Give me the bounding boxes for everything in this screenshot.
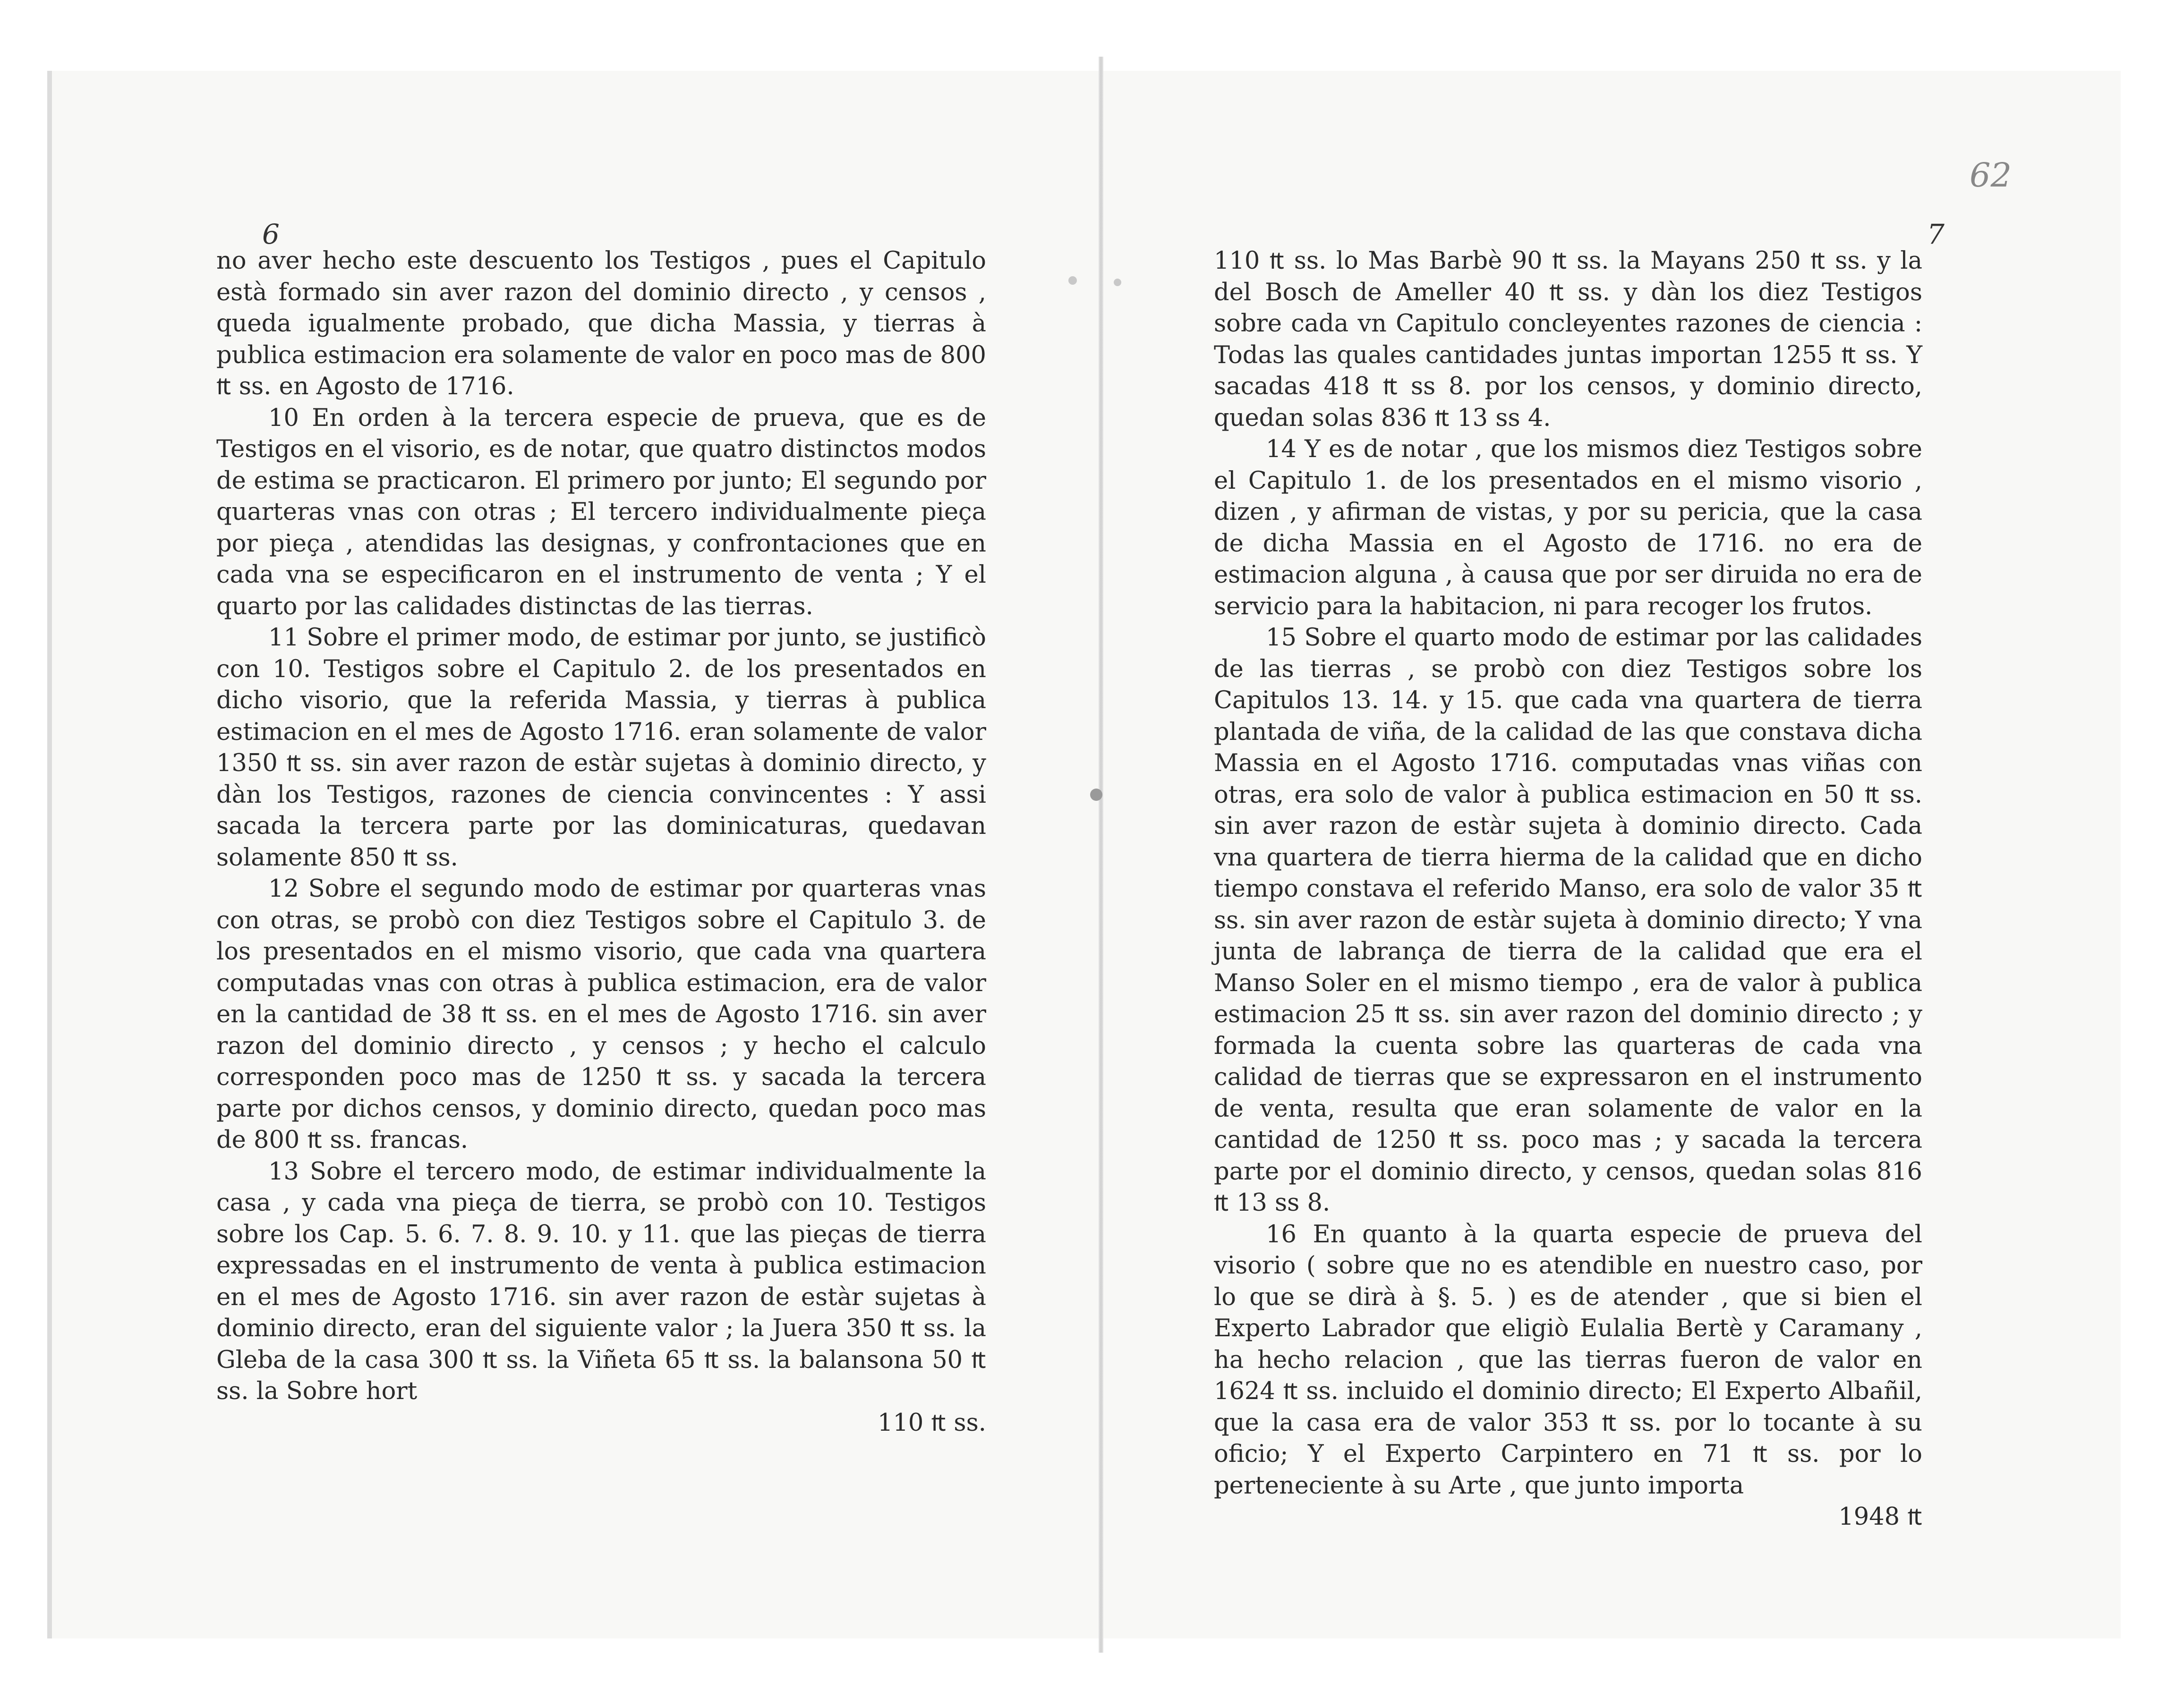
page-number-right: 7	[1927, 218, 1945, 250]
page-number-left: 6	[262, 218, 280, 250]
book-gutter	[1099, 57, 1103, 1653]
paragraph: 12 Sobre el segundo modo de estimar por quarteras vnas con otras, se probò con diez Testigos sobre el Capitulo 3. de los presentados en el mismo visorio, que cada vna quartera computadas vnas con otras à publica estimacion, era de valor en la cantidad de 38 ₶ ss. en el mes de Agosto 1716. sin aver razon del dominio directo , y censos ; y hecho el calculo corresponden poco mas de 1250 ₶ ss. y sacada la tercera parte por dichos censos, y dominio directo, quedan poco mas de 800 ₶ ss. francas.	[216, 875, 986, 1154]
paragraph: 10 En orden à la tercera especie de prueva, que es de Testigos en el visorio, es de notar, que quatro distinctos modos de estima se practicaron. El primero por junto; El segundo por quarteras vnas con otras ; El tercero individualmente pieça por pieça , atendidas las designas, y confrontaciones que en cada vna se especificaron en el instrumento de venta ; Y el quarto por las calidades distinctas de las tierras.	[216, 404, 986, 620]
catchword: 110 ₶ ss.	[878, 1409, 986, 1437]
catchword: 1948 ₶	[1838, 1503, 1922, 1531]
paragraph: 13 Sobre el tercero modo, de estimar individualmente la casa , y cada vna pieça de tierra, se probò con 10. Testigos sobre los Cap. 5. 6. 7. 8. 9. 10. y 11. que las pieças de tierra expressadas en el instrumento de venta à publica estimacion en el mes de Agosto 1716. sin aver razon de estàr sujetas à dominio directo, eran del siguiente valor ; la Juera 350 ₶ ss. la Gleba de la casa 300 ₶ ss. la Viñeta 65 ₶ ss. la balansona 50 ₶ ss. la Sobre hort	[216, 1157, 986, 1405]
paragraph: no aver hecho este descuento los Testigos , pues el Capitulo està formado sin aver razon del dominio directo , y censos , queda igualmente probado, que dicha Massia, y tierras à publica estimacion era solamente de valor en poco mas de 800 ₶ ss. en Agosto de 1716.	[216, 247, 986, 400]
paragraph: 15 Sobre el quarto modo de estimar por las calidades de las tierras , se probò con diez Testigos sobre los Capitulos 13. 14. y 15. que cada vna quartera de tierra plantada de viña, de la calidad de las que constava dicha Massia en el Agosto 1716. computadas vnas viñas con otras, era solo de valor à publica estimacion en 50 ₶ ss. sin aver razon de estàr sujeta à dominio directo. Cada vna quartera de tierra hierma de la calidad que en dicho tiempo constava el referido Manso, era solo de valor 35 ₶ ss. sin aver razon de estàr sujeta à dominio directo; Y vna junta de labrança de tierra de la calidad que era el Manso Soler en el mismo tiempo , era de valor à publica estimacion 25 ₶ ss. sin aver razon del dominio directo ; y formada la cuenta sobre las quarteras de cada vna calidad de tierras que se expressaron en el instrumento de venta, resulta que eran solamente de valor en la cantidad de 1250 ₶ ss. poco mas ; y sacada la tercera parte por el dominio directo, y censos, quedan solas 816 ₶ 13 ss 8.	[1214, 624, 1922, 1217]
paragraph: 14 Y es de notar , que los mismos diez Testigos sobre el Capitulo 1. de los presentados en el mismo visorio , dizen , y afirman de vistas, y por su pericia, que la casa de dicha Massia en el Agosto de 1716. no era de estimacion alguna , à causa que por ser diruida no era de servicio para la habitacion, ni para recoger los frutos.	[1214, 435, 1922, 620]
binding-hole-mark	[1068, 276, 1077, 285]
binding-hole-mark	[1090, 789, 1102, 801]
paragraph: 110 ₶ ss. lo Mas Barbè 90 ₶ ss. la Mayans 250 ₶ ss. y la del Bosch de Ameller 40 ₶ ss. y dàn los diez Testigos sobre cada vn Capitulo concleyentes razones de ciencia : Todas las quales cantidades juntas importan 1255 ₶ ss. Y sacadas 418 ₶ ss 8. por los censos, y dominio directo, quedan solas 836 ₶ 13 ss 4.	[1214, 247, 1922, 432]
handwritten-folio-number: 62	[1970, 156, 2012, 195]
paragraph: 16 En quanto à la quarta especie de prueva del visorio ( sobre que no es atendible en nuestro caso, por lo que se dirà à §. 5. ) es de atender , que si bien el Experto Labrador que eligiò Eulalia Bertè y Caramany , ha hecho relacion , que las tierras fueron de valor en 1624 ₶ ss. incluido el dominio directo; El Experto Albañil, que la casa era de valor 353 ₶ ss. por lo tocante à su oficio; Y el Experto Carpintero en 71 ₶ ss. por lo perteneciente à su Arte , que junto importa	[1214, 1220, 1922, 1500]
binding-hole-mark	[1114, 279, 1121, 286]
right-text-column	[1214, 246, 1922, 1533]
paragraph: 11 Sobre el primer modo, de estimar por junto, se justificò con 10. Testigos sobre el Capitulo 2. de los presentados en dicho visorio, que la referida Massia, y tierras à publica estimacion en el mes de Agosto 1716. eran solamente de valor 1350 ₶ ss. sin aver razon de estàr sujetas à dominio directo, y dàn los Testigos, razones de ciencia convincentes : Y assi sacada la tercera parte por las dominicaturas, quedavan solamente 850 ₶ ss.	[216, 624, 986, 872]
left-text-column	[216, 246, 986, 1439]
